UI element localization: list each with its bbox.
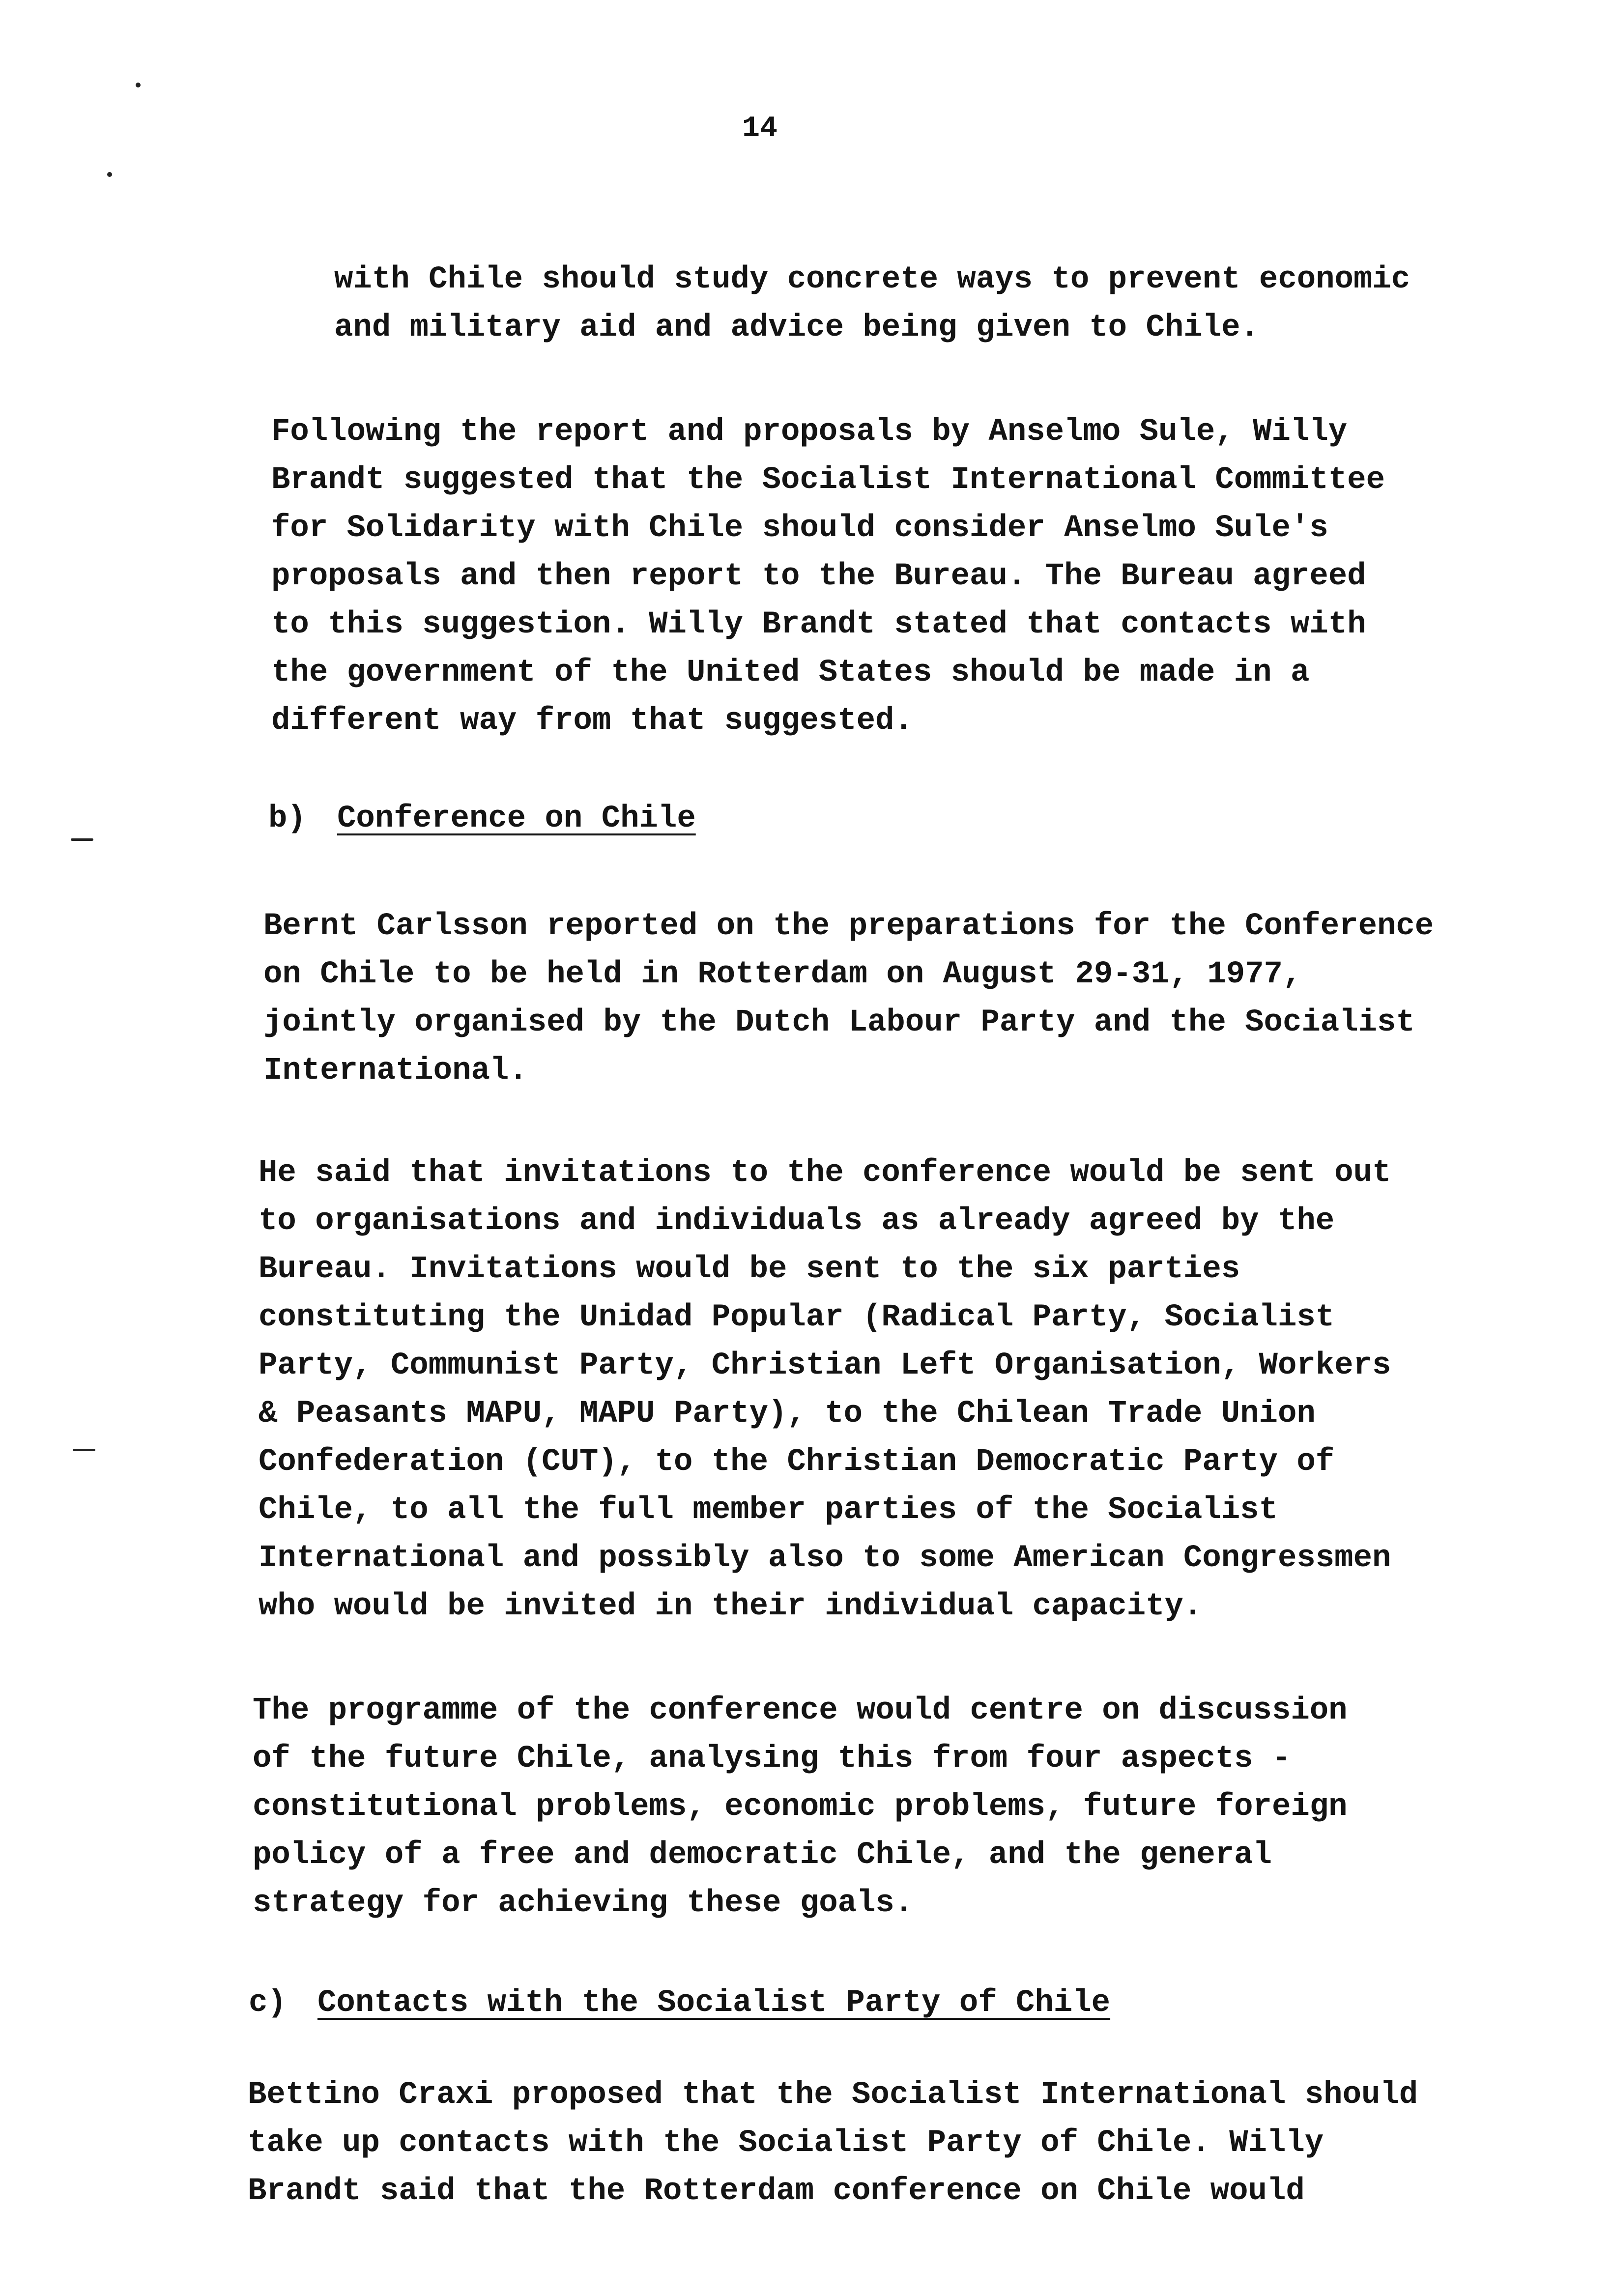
text-line: the government of the United States should be made in a xyxy=(271,655,1310,690)
text-line: & Peasants MAPU, MAPU Party), to the Chilean Trade Union xyxy=(259,1396,1316,1432)
text-line: to organisations and individuals as already agreed by the xyxy=(259,1204,1335,1239)
section-title: Conference on Chile xyxy=(337,801,696,836)
text-line: who would be invited in their individual capacity. xyxy=(259,1589,1203,1624)
text-line: jointly organised by the Dutch Labour Party and the Socialist xyxy=(263,1005,1415,1040)
paragraph-programme xyxy=(253,1687,1348,1927)
text-line: with Chile should study concrete ways to prevent economic xyxy=(334,262,1410,297)
text-line: Confederation (CUT), to the Christian Democratic Party of xyxy=(259,1444,1335,1480)
paragraph-craxi xyxy=(248,2071,1418,2215)
text-line: Following the report and proposals by Anselmo Sule, Willy xyxy=(271,414,1348,450)
text-line: take up contacts with the Socialist Party of Chile. Willy xyxy=(248,2125,1324,2161)
text-line: Bureau. Invitations would be sent to the six parties xyxy=(259,1252,1240,1287)
text-line: International. xyxy=(263,1053,528,1089)
margin-dot xyxy=(107,172,112,177)
text-line: different way from that suggested. xyxy=(271,703,913,739)
paragraph-carlsson-report xyxy=(263,902,1434,1095)
text-line: Bernt Carlsson reported on the preparations for the Conference xyxy=(263,909,1434,944)
text-line: Chile, to all the full member parties of the Socialist xyxy=(259,1492,1278,1528)
section-heading-b xyxy=(268,801,696,836)
text-line: for Solidarity with Chile should consider Anselmo Sule's xyxy=(271,511,1328,546)
text-line: on Chile to be held in Rotterdam on August 29-31, 1977, xyxy=(263,957,1302,992)
text-line: Brandt said that the Rotterdam conference on Chile would xyxy=(248,2174,1305,2209)
margin-mark xyxy=(71,838,93,841)
paragraph-following-report xyxy=(271,408,1385,745)
paragraph-invitations xyxy=(259,1149,1391,1631)
section-title: Contacts with the Socialist Party of Chile xyxy=(317,1985,1111,2021)
text-line: International and possibly also to some American Congressmen xyxy=(259,1541,1391,1576)
page-number: 14 xyxy=(742,112,778,145)
text-line: constitutional problems, economic problems, future foreign xyxy=(253,1789,1348,1825)
text-line: strategy for achieving these goals. xyxy=(253,1886,914,1921)
text-line: The programme of the conference would centre on discussion xyxy=(253,1693,1348,1728)
margin-dot xyxy=(136,83,141,87)
text-line: to this suggestion. Willy Brandt stated that contacts with xyxy=(271,607,1366,642)
section-heading-c xyxy=(249,1985,1110,2021)
text-line: of the future Chile, analysing this from four aspects - xyxy=(253,1741,1291,1777)
text-line: Party, Communist Party, Christian Left Organisation, Workers xyxy=(259,1348,1391,1383)
section-label: b) xyxy=(268,801,306,836)
text-line: constituting the Unidad Popular (Radical Party, Socialist xyxy=(259,1300,1335,1335)
text-line: policy of a free and democratic Chile, and the general xyxy=(253,1837,1272,1873)
text-line: He said that invitations to the conference would be sent out xyxy=(259,1155,1391,1191)
text-line: Bettino Craxi proposed that the Socialist International should xyxy=(248,2077,1418,2113)
section-label: c) xyxy=(249,1985,287,2021)
text-line: and military aid and advice being given to Chile. xyxy=(334,310,1259,345)
text-line: Brandt suggested that the Socialist International Committee xyxy=(271,462,1385,498)
margin-mark xyxy=(73,1449,95,1451)
paragraph-continuation xyxy=(334,256,1410,352)
text-line: proposals and then report to the Bureau. The Bureau agreed xyxy=(271,559,1366,594)
